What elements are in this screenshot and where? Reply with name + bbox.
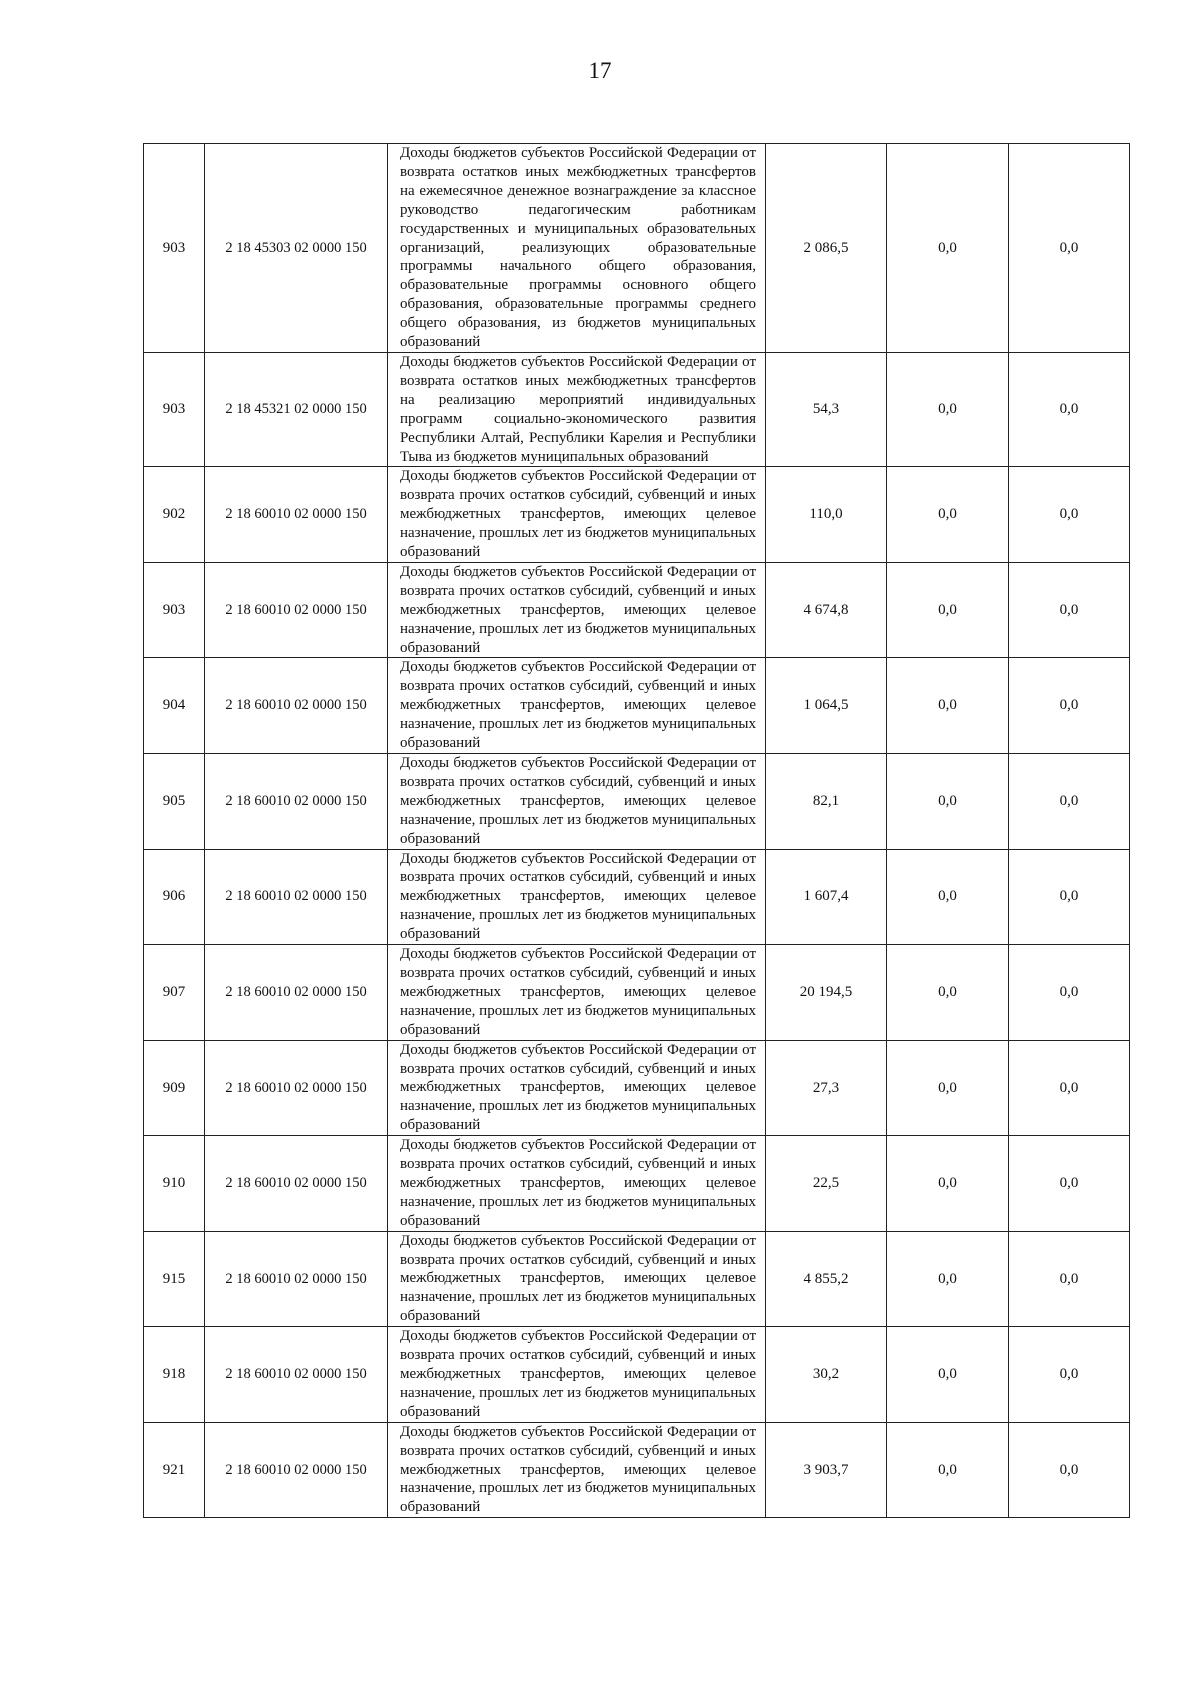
revenue-description-cell: Доходы бюджетов субъектов Российской Федерации от возврата остатков иных межбюджетных трансфертов на ежемесячное денежное вознаграждение за классное руководство педагогическим работникам государственных и муниципальных образовательных организаций, реализующих образовательные программы начального общего образования, образовательные программы основного общего образования, образовательные программы среднего общего образования, из бюджетов муниципальных образований [388,144,766,353]
revenue-description-cell: Доходы бюджетов субъектов Российской Федерации от возврата прочих остатков субсидий, субвенций и иных межбюджетных трансфертов, имеющих целевое назначение, прошлых лет из бюджетов муниципальных образований [388,658,766,754]
admin-code-cell: 903 [144,562,205,658]
amount-cell-3: 0,0 [1009,352,1130,466]
revenue-description-cell: Доходы бюджетов субъектов Российской Федерации от возврата прочих остатков субсидий, субвенций и иных межбюджетных трансфертов, имеющих целевое назначение, прошлых лет из бюджетов муниципальных образований [388,1040,766,1136]
amount-cell-3: 0,0 [1009,562,1130,658]
amount-cell-1: 1 607,4 [766,849,887,945]
table-row [144,1231,1130,1327]
amount-cell-1: 30,2 [766,1327,887,1423]
revenue-description-cell: Доходы бюджетов субъектов Российской Федерации от возврата прочих остатков субсидий, субвенций и иных межбюджетных трансфертов, имеющих целевое назначение, прошлых лет из бюджетов муниципальных образований [388,1231,766,1327]
amount-cell-3: 0,0 [1009,1327,1130,1423]
table-row [144,1040,1130,1136]
table-row [144,849,1130,945]
revenue-description-cell: Доходы бюджетов субъектов Российской Федерации от возврата прочих остатков субсидий, субвенций и иных межбюджетных трансфертов, имеющих целевое назначение, прошлых лет из бюджетов муниципальных образований [388,849,766,945]
admin-code-cell: 909 [144,1040,205,1136]
budget-classification-code-cell: 2 18 60010 02 0000 150 [205,754,388,850]
amount-cell-1: 4 674,8 [766,562,887,658]
revenue-description-cell: Доходы бюджетов субъектов Российской Федерации от возврата остатков иных межбюджетных трансфертов на реализацию мероприятий индивидуальных программ социально-экономического развития Республики Алтай, Республики Карелия и Республики Тыва из бюджетов муниципальных образований [388,352,766,466]
amount-cell-3: 0,0 [1009,1422,1130,1518]
revenue-description-cell: Доходы бюджетов субъектов Российской Федерации от возврата прочих остатков субсидий, субвенций и иных межбюджетных трансфертов, имеющих целевое назначение, прошлых лет из бюджетов муниципальных образований [388,467,766,563]
table-row [144,945,1130,1041]
amount-cell-3: 0,0 [1009,754,1130,850]
revenue-description-cell: Доходы бюджетов субъектов Российской Федерации от возврата прочих остатков субсидий, субвенций и иных межбюджетных трансфертов, имеющих целевое назначение, прошлых лет из бюджетов муниципальных образований [388,1327,766,1423]
amount-cell-1: 82,1 [766,754,887,850]
amount-cell-1: 110,0 [766,467,887,563]
table-row [144,1327,1130,1423]
budget-classification-code-cell: 2 18 60010 02 0000 150 [205,1040,388,1136]
amount-cell-1: 1 064,5 [766,658,887,754]
amount-cell-2: 0,0 [887,945,1009,1041]
budget-classification-code-cell: 2 18 60010 02 0000 150 [205,658,388,754]
table-row [144,352,1130,466]
admin-code-cell: 915 [144,1231,205,1327]
amount-cell-2: 0,0 [887,754,1009,850]
budget-classification-code-cell: 2 18 60010 02 0000 150 [205,849,388,945]
budget-classification-code-cell: 2 18 60010 02 0000 150 [205,562,388,658]
admin-code-cell: 904 [144,658,205,754]
budget-classification-code-cell: 2 18 45321 02 0000 150 [205,352,388,466]
budget-classification-code-cell: 2 18 60010 02 0000 150 [205,1422,388,1518]
amount-cell-2: 0,0 [887,1231,1009,1327]
revenue-description-cell: Доходы бюджетов субъектов Российской Федерации от возврата прочих остатков субсидий, субвенций и иных межбюджетных трансфертов, имеющих целевое назначение, прошлых лет из бюджетов муниципальных образований [388,562,766,658]
admin-code-cell: 907 [144,945,205,1041]
table-row [144,754,1130,850]
admin-code-cell: 905 [144,754,205,850]
amount-cell-2: 0,0 [887,467,1009,563]
amount-cell-1: 27,3 [766,1040,887,1136]
amount-cell-2: 0,0 [887,849,1009,945]
table-row [144,144,1130,353]
table-row [144,467,1130,563]
amount-cell-3: 0,0 [1009,144,1130,353]
amount-cell-2: 0,0 [887,1327,1009,1423]
admin-code-cell: 910 [144,1136,205,1232]
budget-classification-code-cell: 2 18 60010 02 0000 150 [205,1327,388,1423]
amount-cell-2: 0,0 [887,562,1009,658]
amount-cell-1: 20 194,5 [766,945,887,1041]
amount-cell-2: 0,0 [887,1136,1009,1232]
amount-cell-3: 0,0 [1009,1136,1130,1232]
amount-cell-2: 0,0 [887,144,1009,353]
amount-cell-3: 0,0 [1009,1231,1130,1327]
amount-cell-1: 3 903,7 [766,1422,887,1518]
amount-cell-3: 0,0 [1009,658,1130,754]
admin-code-cell: 906 [144,849,205,945]
admin-code-cell: 918 [144,1327,205,1423]
budget-classification-code-cell: 2 18 60010 02 0000 150 [205,467,388,563]
page-number: 17 [588,58,612,83]
amount-cell-2: 0,0 [887,1040,1009,1136]
admin-code-cell: 903 [144,352,205,466]
table-row [144,1136,1130,1232]
amount-cell-3: 0,0 [1009,849,1130,945]
admin-code-cell: 903 [144,144,205,353]
revenue-description-cell: Доходы бюджетов субъектов Российской Федерации от возврата прочих остатков субсидий, субвенций и иных межбюджетных трансфертов, имеющих целевое назначение, прошлых лет из бюджетов муниципальных образований [388,1422,766,1518]
amount-cell-2: 0,0 [887,658,1009,754]
revenue-table [143,143,1130,1518]
budget-classification-code-cell: 2 18 60010 02 0000 150 [205,1231,388,1327]
amount-cell-1: 22,5 [766,1136,887,1232]
amount-cell-1: 2 086,5 [766,144,887,353]
table-row [144,658,1130,754]
revenue-description-cell: Доходы бюджетов субъектов Российской Федерации от возврата прочих остатков субсидий, субвенций и иных межбюджетных трансфертов, имеющих целевое назначение, прошлых лет из бюджетов муниципальных образований [388,945,766,1041]
budget-classification-code-cell: 2 18 60010 02 0000 150 [205,945,388,1041]
amount-cell-1: 4 855,2 [766,1231,887,1327]
table-row [144,1422,1130,1518]
amount-cell-3: 0,0 [1009,1040,1130,1136]
budget-classification-code-cell: 2 18 60010 02 0000 150 [205,1136,388,1232]
admin-code-cell: 902 [144,467,205,563]
revenue-description-cell: Доходы бюджетов субъектов Российской Федерации от возврата прочих остатков субсидий, субвенций и иных межбюджетных трансфертов, имеющих целевое назначение, прошлых лет из бюджетов муниципальных образований [388,1136,766,1232]
table-row [144,562,1130,658]
amount-cell-1: 54,3 [766,352,887,466]
amount-cell-2: 0,0 [887,1422,1009,1518]
revenue-description-cell: Доходы бюджетов субъектов Российской Федерации от возврата прочих остатков субсидий, субвенций и иных межбюджетных трансфертов, имеющих целевое назначение, прошлых лет из бюджетов муниципальных образований [388,754,766,850]
amount-cell-3: 0,0 [1009,467,1130,563]
amount-cell-3: 0,0 [1009,945,1130,1041]
amount-cell-2: 0,0 [887,352,1009,466]
admin-code-cell: 921 [144,1422,205,1518]
budget-classification-code-cell: 2 18 45303 02 0000 150 [205,144,388,353]
